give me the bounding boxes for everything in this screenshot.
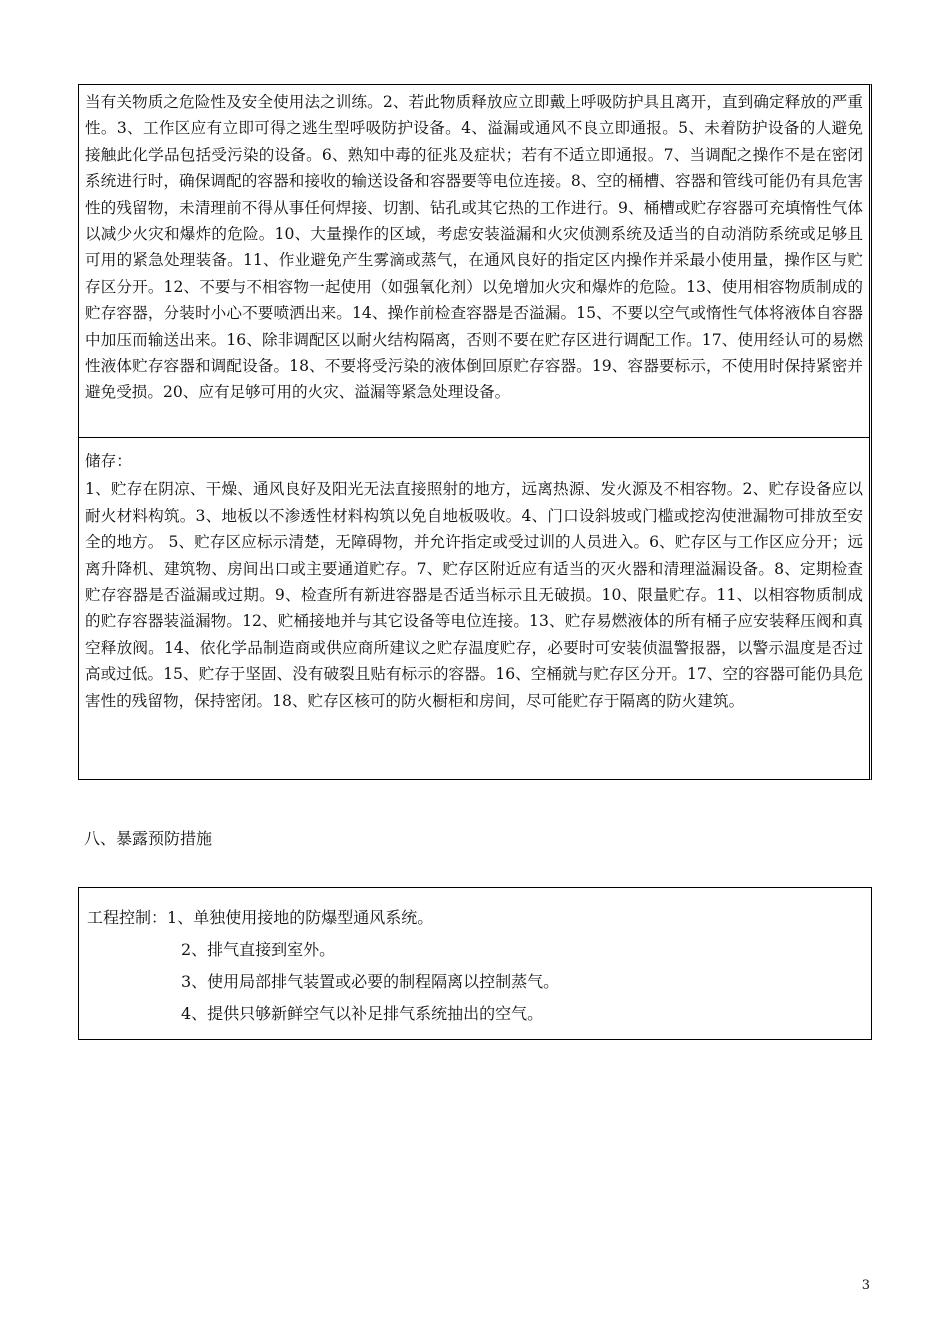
engineering-control-row: [87, 966, 863, 998]
storage-title: 储存：: [85, 452, 132, 470]
engineering-control-table: [78, 887, 872, 1040]
handling-storage-table: [78, 84, 872, 780]
engineering-control-row: [87, 934, 863, 966]
engineering-control-item: 1、单独使用接地的防爆型通风系统。: [167, 908, 434, 927]
engineering-control-item: 4、提供只够新鲜空气以补足排气系统抽出的空气。: [181, 1004, 544, 1023]
page-number: 3: [861, 1278, 870, 1293]
engineering-control-row: [87, 902, 863, 934]
handling-text: 当有关物质之危险性及安全使用法之训练。2、若此物质释放应立即戴上呼吸防护具且离开，直到确定释放的严重性。3、工作区应有立即可得之逃生型呼吸防护设备。4、溢漏或通风不良立即通报。5、未着防护设备的人避免接触此化学品包括受污染的设备。6、熟知中毒的征兆及症状；若有不适立即通报。7、当调配之操作不是在密闭系统进行时，确保调配的容器和接收的输送设备和容器要等电位连接。8、空的桶槽、容器和管线可能仍有具危害性的残留物，未清理前不得从事任何焊接、切割、钻孔或其它热的工作进行。9、桶槽或贮存容器可充填惰性气体以减少火灾和爆炸的危险。10、大量操作的区域，考虑安装溢漏和火灾侦测系统及适当的自动消防系统或足够且可用的紧急处理装备。11、作业避免产生雾滴或蒸气，在通风良好的指定区内操作并采最小使用量，操作区与贮存区分开。12、不要与不相容物一起使用（如强氧化剂）以免增加火灾和爆炸的危险。13、使用相容物质制成的贮存容器，分装时小心不要喷洒出来。14、操作前检查容器是否溢漏。15、不要以空气或惰性气体将液体自容器中加压而输送出来。16、除非调配区以耐火结构隔离，否则不要在贮存区进行调配工作。17、使用经认可的易燃性液体贮存容器和调配设备。18、不要将受污染的液体倒回原贮存容器。19、容器要标示，不使用时保持紧密并避免受损。20、应有足够可用的火灾、溢漏等紧急处理设备。: [85, 93, 863, 402]
storage-text: 1、贮存在阴凉、干燥、通风良好及阳光无法直接照射的地方，远离热源、发火源及不相容物。2、贮存设备应以耐火材料构筑。3、地板以不渗透性材料构筑以免自地板吸收。4、门口设斜坡或门槛或挖沟使泄漏物可排放至安全的地方。 5、贮存区应标示清楚，无障碍物，并允许指定或受过训的人员进入。6、贮存区与工作区应分开；远离升降机、建筑物、房间出口或主要通道贮存。7、贮存区附近应有适当的灭火器和清理溢漏设备。8、定期检查贮存容器是否溢漏或过期。9、检查所有新进容器是否适当标示且无破损。10、限量贮存。11、以相容物质制成的贮存容器装溢漏物。12、贮桶接地并与其它设备等电位连接。13、贮存易燃液体的所有桶子应安装释压阀和真空释放阀。14、依化学品制造商或供应商所建议之贮存温度贮存，必要时可安装侦温警报器，以警示温度是否过高或过低。15、贮存于坚固、没有破裂且贴有标示的容器。16、空桶就与贮存区分开。17、空的容器可能仍具危害性的残留物，保持密闭。18、贮存区核可的防火橱柜和房间，尽可能贮存于隔离的防火建筑。: [85, 480, 863, 710]
engineering-control-cell: [79, 888, 871, 1044]
handling-cell: [79, 85, 869, 438]
section-title: 八、暴露预防措施: [84, 829, 213, 848]
engineering-control-item: 2、排气直接到室外。: [181, 940, 336, 959]
engineering-control-row: [87, 998, 863, 1030]
engineering-control-label: 工程控制：: [87, 908, 168, 927]
engineering-control-item: 3、使用局部排气装置或必要的制程隔离以控制蒸气。: [181, 972, 560, 991]
